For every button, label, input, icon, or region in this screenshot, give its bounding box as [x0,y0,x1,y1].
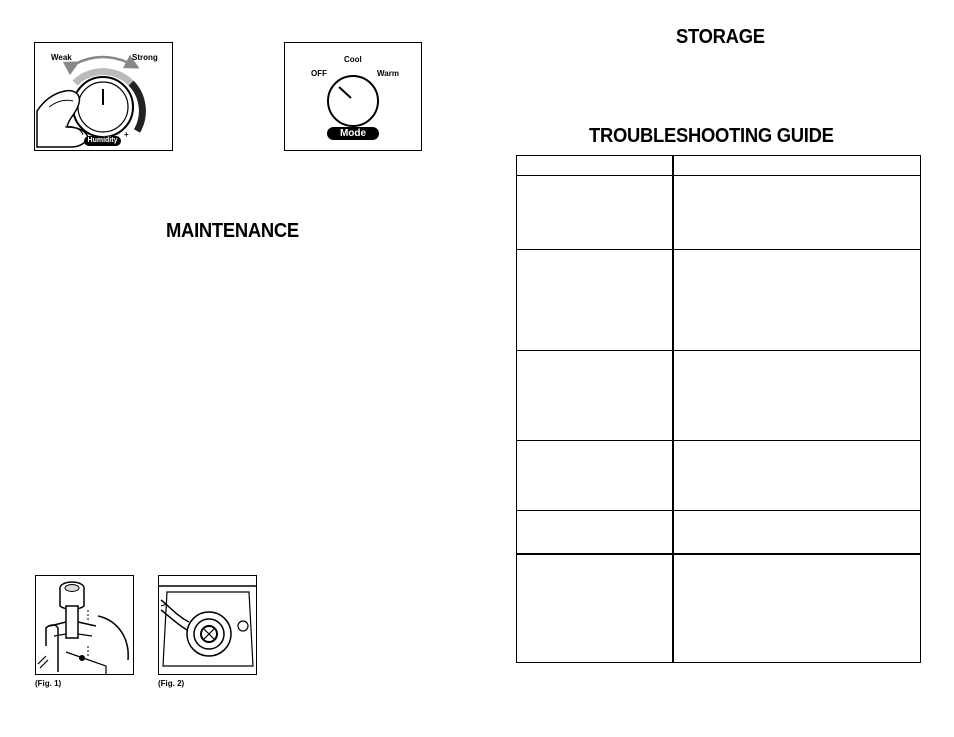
mode-button[interactable]: Mode [327,127,379,140]
humidity-dial-figure [34,42,173,151]
table-row [517,250,920,350]
table-row [517,176,920,249]
off-label: OFF [311,69,327,78]
filter-cap-illustration [36,576,134,675]
figure-2 [158,575,257,675]
valve-illustration [159,576,257,675]
mode-knob [328,76,378,126]
table-row [517,351,920,440]
table-row [517,511,920,553]
fig2-caption: (Fig. 2) [158,679,185,688]
humidity-button[interactable]: Humidity [84,136,121,146]
troubleshooting-table [516,155,921,663]
plus-label: + [124,130,129,139]
table-row [517,441,920,510]
mode-dial-figure [284,42,422,151]
maintenance-heading: MAINTENANCE [166,220,299,242]
table-row [517,555,920,662]
cool-label: Cool [344,55,362,64]
storage-heading: STORAGE [676,26,765,48]
troubleshooting-heading: TROUBLESHOOTING GUIDE [589,125,834,147]
figure-1 [35,575,134,675]
weak-label: Weak [51,53,72,62]
fig1-caption: (Fig. 1) [35,679,62,688]
strong-label: Strong [132,53,158,62]
adjust-arrow-icon [73,57,133,65]
table-row [517,156,920,175]
warm-label: Warm [377,69,399,78]
